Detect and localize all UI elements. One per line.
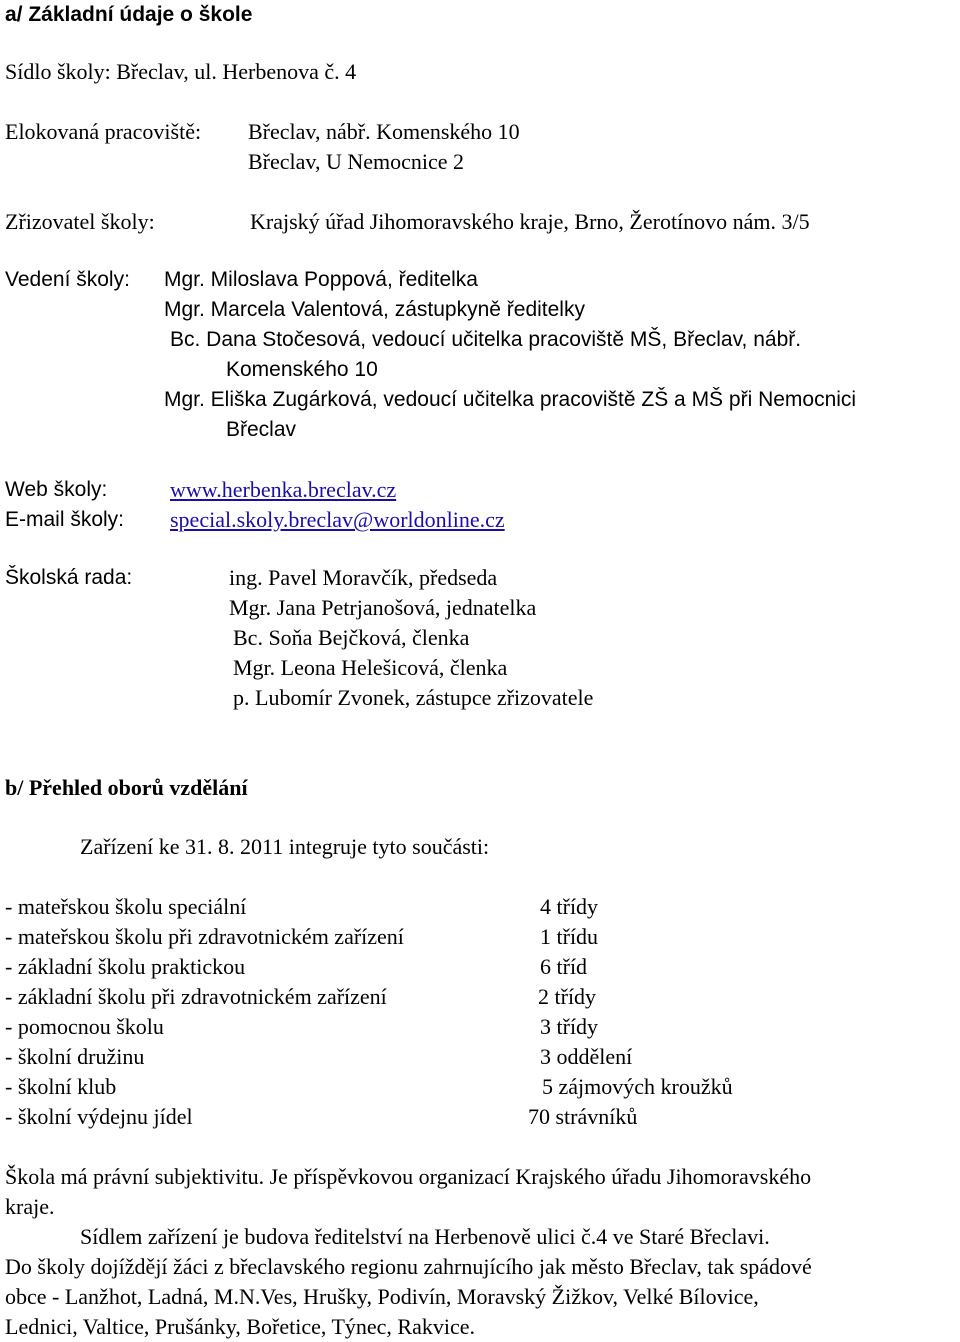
component-count: 1 třídu xyxy=(540,924,599,949)
branch-2: Břeclav, U Nemocnice 2 xyxy=(248,149,465,174)
component-count: 3 třídy xyxy=(540,1014,599,1039)
branches-label: Elokovaná pracoviště: xyxy=(5,119,202,144)
management-line: Komenského 10 xyxy=(226,358,378,381)
component-name: - školní klub xyxy=(5,1074,117,1099)
email-link[interactable]: special.skoly.breclav@worldonline.cz xyxy=(170,507,505,532)
component-name: - školní družinu xyxy=(5,1044,145,1069)
component-count: 6 tříd xyxy=(540,954,588,979)
email-label: E-mail školy: xyxy=(5,508,125,531)
council-member: ing. Pavel Moravčík, předseda xyxy=(229,565,498,590)
management-line: Mgr. Eliška Zugárková, vedoucí učitelka pracoviště ZŠ a MŠ při Nemocnici xyxy=(164,388,857,411)
web-label: Web školy: xyxy=(5,478,108,501)
component-name: - mateřskou školu speciální xyxy=(5,894,247,919)
paragraph-line: Do školy dojíždějí žáci z břeclavského regionu zahrnujícího jak město Břeclav, tak spádové xyxy=(5,1254,812,1279)
component-name: - základní školu při zdravotnickém zařízení xyxy=(5,984,387,1009)
component-count: 2 třídy xyxy=(538,984,597,1009)
paragraph-line: Škola má právní subjektivitu. Je příspěvkovou organizací Krajského úřadu Jihomoravského xyxy=(5,1164,812,1189)
component-count: 3 oddělení xyxy=(540,1044,633,1069)
management-line: Mgr. Miloslava Poppová, ředitelka xyxy=(164,268,478,291)
council-member: Mgr. Jana Petrjanošová, jednatelka xyxy=(229,595,537,620)
component-name: - pomocnou školu xyxy=(5,1014,164,1039)
component-count: 4 třídy xyxy=(540,894,599,919)
council-member: Mgr. Leona Helešicová, členka xyxy=(233,655,508,680)
component-count: 70 strávníků xyxy=(528,1104,638,1129)
council-member: p. Lubomír Zvonek, zástupce zřizovatele xyxy=(233,685,594,710)
component-name: - základní školu praktickou xyxy=(5,954,246,979)
component-count: 5 zájmových kroužků xyxy=(542,1074,733,1099)
paragraph-line: obce - Lanžhot, Ladná, M.N.Ves, Hrušky, Podivín, Moravský Žižkov, Velké Bílovice, xyxy=(5,1284,759,1309)
web-link[interactable]: www.herbenka.breclav.cz xyxy=(170,477,397,502)
paragraph-line: Sídlem zařízení je budova ředitelství na Herbenově ulici č.4 ve Staré Břeclavi. xyxy=(80,1224,770,1249)
paragraph-line: kraje. xyxy=(5,1194,55,1219)
school-seat: Sídlo školy: Břeclav, ul. Herbenova č. 4 xyxy=(5,59,357,84)
management-line: Mgr. Marcela Valentová, zástupkyně ředitelky xyxy=(164,298,585,321)
management-line: Břeclav xyxy=(226,418,297,441)
founder-label: Zřizovatel školy: xyxy=(5,209,155,234)
component-name: - školní výdejnu jídel xyxy=(5,1104,193,1129)
management-label: Vedení školy: xyxy=(5,268,130,291)
management-line: Bc. Dana Stočesová, vedoucí učitelka pracoviště MŠ, Břeclav, nábř. xyxy=(170,328,802,351)
council-label: Školská rada: xyxy=(5,566,133,589)
branch-1: Břeclav, nábř. Komenského 10 xyxy=(248,119,520,144)
council-member: Bc. Soňa Bejčková, členka xyxy=(233,625,470,650)
paragraph-line: Lednici, Valtice, Prušánky, Bořetice, Týnec, Rakvice. xyxy=(5,1314,476,1339)
section-b-heading: b/ Přehled oborů vzdělání xyxy=(5,775,248,800)
component-name: - mateřskou školu při zdravotnickém zařízení xyxy=(5,924,404,949)
section-a-heading: a/ Základní údaje o škole xyxy=(5,3,253,26)
founder-value: Krajský úřad Jihomoravského kraje, Brno, Žerotínovo nám. 3/5 xyxy=(250,209,810,234)
section-b-intro: Zařízení ke 31. 8. 2011 integruje tyto součásti: xyxy=(80,834,490,859)
